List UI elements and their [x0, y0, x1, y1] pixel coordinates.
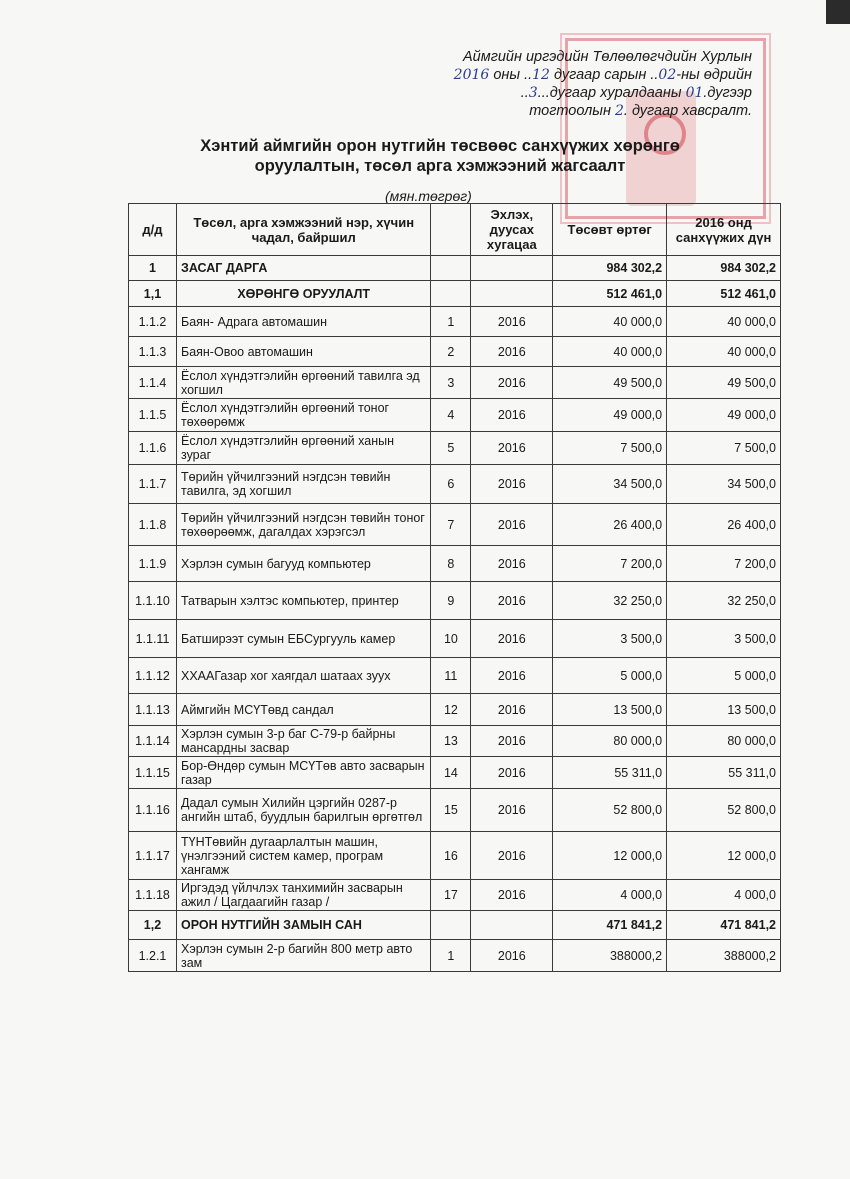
row-sequence: 6	[431, 465, 471, 504]
row-sequence: 16	[431, 832, 471, 880]
row-number: 1.1.8	[129, 504, 177, 546]
row-name: Татварын хэлтэс компьютер, принтер	[176, 582, 430, 620]
title-line-1: Хэнтий аймгийн орон нутгийн төсвөөс санхүүжих хөрөнгө	[200, 137, 680, 155]
row-sequence: 8	[431, 546, 471, 582]
row-name: Дадал сумын Хилийн цэргийн 0287-р ангийн штаб, буудлын барилгын өргөтгөл	[176, 789, 430, 832]
row-number: 1.1.6	[129, 432, 177, 465]
table-row	[129, 307, 781, 337]
row-year: 2016	[471, 465, 553, 504]
row-budget: 7 500,0	[553, 432, 667, 465]
row-name: ОРОН НУТГИЙН ЗАМЫН САН	[176, 911, 430, 940]
row-budget: 5 000,0	[553, 658, 667, 694]
row-sequence: 13	[431, 726, 471, 757]
row-budget: 49 000,0	[553, 399, 667, 432]
row-sequence: 11	[431, 658, 471, 694]
row-budget: 4 000,0	[553, 880, 667, 911]
row-number: 1.1.13	[129, 694, 177, 726]
row-sequence: 3	[431, 367, 471, 399]
row-budget: 388000,2	[553, 940, 667, 972]
row-sequence: 1	[431, 307, 471, 337]
row-sequence: 1	[431, 940, 471, 972]
header-seq	[431, 204, 471, 256]
table-row	[129, 789, 781, 832]
annex-line-3: ..3...дугаар хуралдааны 01.дугээр	[520, 85, 752, 101]
row-financing: 55 311,0	[667, 757, 781, 789]
document-title	[160, 136, 720, 176]
row-name: Ёслол хүндэтгэлийн өргөөний тоног төхөөрөмж	[176, 399, 430, 432]
row-year: 2016	[471, 337, 553, 367]
row-year	[471, 256, 553, 281]
row-name: Баян-Овоо автомашин	[176, 337, 430, 367]
unit-label: (мян.төгрөг)	[385, 188, 472, 204]
table-row	[129, 367, 781, 399]
table-row	[129, 465, 781, 504]
row-number: 1.1.16	[129, 789, 177, 832]
row-name: Хэрлэн сумын багууд компьютер	[176, 546, 430, 582]
row-name: Төрийн үйчилгээний нэгдсэн төвийн тоног төхөөрөөмж, дагалдах хэрэгсэл	[176, 504, 430, 546]
row-number: 1.1.5	[129, 399, 177, 432]
header-budget: Төсөвт өртөг	[553, 204, 667, 256]
row-budget: 7 200,0	[553, 546, 667, 582]
row-budget: 32 250,0	[553, 582, 667, 620]
row-year: 2016	[471, 726, 553, 757]
row-sequence: 5	[431, 432, 471, 465]
row-sequence: 10	[431, 620, 471, 658]
row-financing: 7 500,0	[667, 432, 781, 465]
row-sequence: 4	[431, 399, 471, 432]
row-financing: 4 000,0	[667, 880, 781, 911]
row-year: 2016	[471, 832, 553, 880]
row-financing: 40 000,0	[667, 337, 781, 367]
table-row	[129, 620, 781, 658]
annex-year: 2016	[453, 67, 490, 83]
row-number: 1.1.17	[129, 832, 177, 880]
row-budget: 40 000,0	[553, 337, 667, 367]
total-row	[129, 911, 781, 940]
row-name: Төрийн үйчилгээний нэгдсэн төвийн тавилга, эд хогшил	[176, 465, 430, 504]
row-year: 2016	[471, 940, 553, 972]
row-budget: 55 311,0	[553, 757, 667, 789]
annex-line-4: тогтоолын 2. дугаар хавсралт.	[529, 103, 752, 119]
row-number: 1.1.14	[129, 726, 177, 757]
row-year: 2016	[471, 546, 553, 582]
row-number: 1.1.12	[129, 658, 177, 694]
row-year: 2016	[471, 432, 553, 465]
row-number: 1,1	[129, 281, 177, 307]
row-budget: 3 500,0	[553, 620, 667, 658]
row-name: Баян- Адрага автомашин	[176, 307, 430, 337]
row-name: Бор-Өндөр сумын МСҮТөв авто засварын газар	[176, 757, 430, 789]
row-budget: 34 500,0	[553, 465, 667, 504]
table-row	[129, 658, 781, 694]
row-financing: 471 841,2	[667, 911, 781, 940]
row-financing: 40 000,0	[667, 307, 781, 337]
projects-table	[128, 203, 781, 972]
row-name: Батширээт сумын ЕБСургууль камер	[176, 620, 430, 658]
annex-session-number: 01	[685, 85, 704, 101]
table-row	[129, 504, 781, 546]
row-budget: 40 000,0	[553, 307, 667, 337]
row-budget: 471 841,2	[553, 911, 667, 940]
scan-corner-mark	[826, 0, 850, 24]
row-name: Аймгийн МСҮТөвд сандал	[176, 694, 430, 726]
row-year: 2016	[471, 880, 553, 911]
row-financing: 5 000,0	[667, 658, 781, 694]
row-financing: 49 500,0	[667, 367, 781, 399]
row-number: 1.1.2	[129, 307, 177, 337]
row-financing: 12 000,0	[667, 832, 781, 880]
annex-line-1: Аймгийн иргэдийн Төлөөлөгчдийн Хурлын	[463, 49, 752, 65]
row-sequence: 9	[431, 582, 471, 620]
row-budget: 49 500,0	[553, 367, 667, 399]
table-row	[129, 546, 781, 582]
row-name: Ёслол хүндэтгэлийн өргөөний тавилга эд хогшил	[176, 367, 430, 399]
section-row	[129, 281, 781, 307]
table-row	[129, 880, 781, 911]
table-row	[129, 832, 781, 880]
table-row	[129, 399, 781, 432]
row-number: 1.1.18	[129, 880, 177, 911]
row-budget: 52 800,0	[553, 789, 667, 832]
row-sequence	[431, 281, 471, 307]
row-financing: 512 461,0	[667, 281, 781, 307]
table-row	[129, 337, 781, 367]
row-financing: 388000,2	[667, 940, 781, 972]
row-sequence: 2	[431, 337, 471, 367]
row-sequence	[431, 256, 471, 281]
row-financing: 3 500,0	[667, 620, 781, 658]
total-row	[129, 256, 781, 281]
annex-session: 3	[528, 85, 538, 101]
row-number: 1.1.4	[129, 367, 177, 399]
header-financing: 2016 онд санхүүжих дүн	[667, 204, 781, 256]
row-year: 2016	[471, 504, 553, 546]
row-financing: 32 250,0	[667, 582, 781, 620]
row-year: 2016	[471, 694, 553, 726]
row-year: 2016	[471, 620, 553, 658]
table-row	[129, 432, 781, 465]
row-number: 1.1.11	[129, 620, 177, 658]
row-name: Хэрлэн сумын 3-р баг С-79-р байрны мансардны засвар	[176, 726, 430, 757]
row-number: 1.1.3	[129, 337, 177, 367]
header-name: Төсөл, арга хэмжээний нэр, хүчин чадал, байршил	[176, 204, 430, 256]
row-financing: 80 000,0	[667, 726, 781, 757]
row-sequence	[431, 911, 471, 940]
row-financing: 26 400,0	[667, 504, 781, 546]
row-sequence: 14	[431, 757, 471, 789]
row-name: Ёслол хүндэтгэлийн өргөөний ханын зураг	[176, 432, 430, 465]
header-period: Эхлэх, дуусах хугацаа	[471, 204, 553, 256]
row-name: ХӨРӨНГӨ ОРУУЛАЛТ	[176, 281, 430, 307]
row-sequence: 12	[431, 694, 471, 726]
row-budget: 984 302,2	[553, 256, 667, 281]
row-name: ЗАСАГ ДАРГА	[176, 256, 430, 281]
row-number: 1.1.9	[129, 546, 177, 582]
row-sequence: 15	[431, 789, 471, 832]
row-year	[471, 281, 553, 307]
row-sequence: 17	[431, 880, 471, 911]
table-row	[129, 582, 781, 620]
row-budget: 13 500,0	[553, 694, 667, 726]
annex-line-2: 2016 оны ..12 дугаар сарын ..02-ны өдрийн	[453, 67, 752, 83]
row-budget: 12 000,0	[553, 832, 667, 880]
row-financing: 984 302,2	[667, 256, 781, 281]
annex-resolution-number: 2	[614, 103, 624, 119]
row-name: ТҮНТөвийн дугаарлалтын машин, үнэлгээний систем камер, програм хангамж	[176, 832, 430, 880]
row-year: 2016	[471, 658, 553, 694]
row-year: 2016	[471, 757, 553, 789]
row-financing: 13 500,0	[667, 694, 781, 726]
row-number: 1.1.7	[129, 465, 177, 504]
row-year: 2016	[471, 582, 553, 620]
table-row	[129, 757, 781, 789]
row-budget: 80 000,0	[553, 726, 667, 757]
row-name: ХХААГазар хог хаягдал шатаах зуух	[176, 658, 430, 694]
table-row	[129, 694, 781, 726]
row-name: Хэрлэн сумын 2-р багийн 800 метр авто зам	[176, 940, 430, 972]
row-year: 2016	[471, 367, 553, 399]
row-financing: 34 500,0	[667, 465, 781, 504]
row-number: 1.2.1	[129, 940, 177, 972]
annex-reference	[440, 48, 752, 120]
row-number: 1,2	[129, 911, 177, 940]
row-financing: 49 000,0	[667, 399, 781, 432]
title-line-2: оруулалтын, төсөл арга хэмжээний жагсаалт	[254, 157, 626, 175]
row-number: 1.1.15	[129, 757, 177, 789]
header-number: д/д	[129, 204, 177, 256]
row-year: 2016	[471, 399, 553, 432]
row-number: 1	[129, 256, 177, 281]
table-row	[129, 726, 781, 757]
table-body	[129, 256, 781, 972]
row-budget: 26 400,0	[553, 504, 667, 546]
row-year: 2016	[471, 307, 553, 337]
annex-month: 12	[532, 67, 550, 83]
row-year: 2016	[471, 789, 553, 832]
row-financing: 7 200,0	[667, 546, 781, 582]
row-budget: 512 461,0	[553, 281, 667, 307]
row-financing: 52 800,0	[667, 789, 781, 832]
table-row	[129, 940, 781, 972]
row-year	[471, 911, 553, 940]
row-number: 1.1.10	[129, 582, 177, 620]
row-sequence: 7	[431, 504, 471, 546]
table-header-row	[129, 204, 781, 256]
row-name: Иргэдэд үйлчлэх танхимийн засварын ажил / Цагдаагийн газар /	[176, 880, 430, 911]
annex-day: 02	[658, 67, 677, 83]
